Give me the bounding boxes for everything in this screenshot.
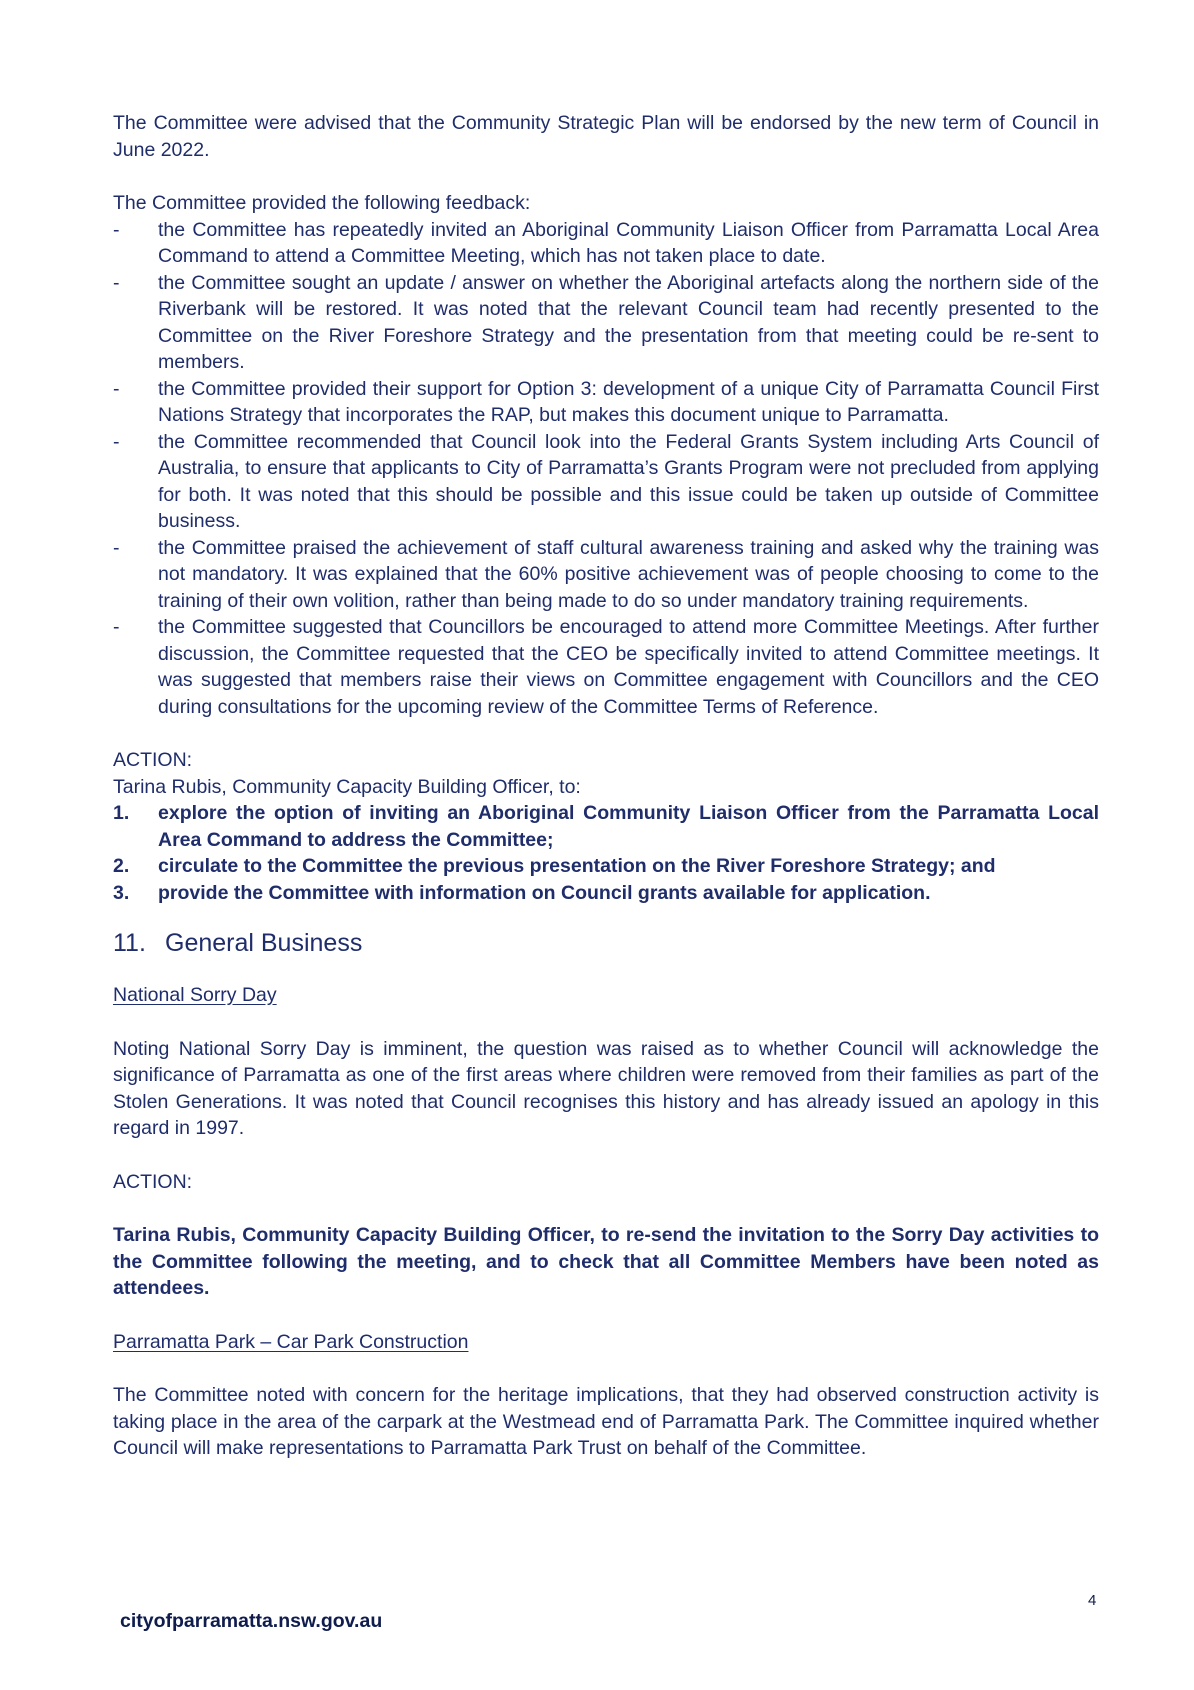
action-label: ACTION: — [113, 749, 193, 771]
dash-marker: - — [113, 377, 120, 400]
item-number: 3. — [113, 881, 130, 904]
intro-paragraph: The Committee were advised that the Community Strategic Plan will be endorsed by the new term of Council in June 2022. — [113, 112, 1099, 161]
action-officer: Tarina Rubis, Community Capacity Building Officer, to: — [113, 775, 581, 798]
list-item: 2. circulate to the Committee the previous presentation on the River Foreshore Strategy; and — [113, 853, 1099, 880]
dash-marker: - — [113, 271, 120, 294]
action-list — [113, 800, 1099, 906]
list-item: - the Committee praised the achievement of staff cultural awareness training and asked why the training was not mandatory. It was explained that the 60% positive achievement was of people choosing to come to the training of their own volition, rather than being made to do so under mandatory training requirements. — [113, 536, 1099, 612]
car-park-paragraph: The Committee noted with concern for the heritage implications, that they had observed construction activity is taking place in the area of the carpark at the Westmead end of Parramatta Park. The Committee inquired whether Council will make representations to Parramatta Park Trust on behalf of the Committee. — [113, 1384, 1099, 1459]
dash-marker: - — [113, 536, 120, 559]
list-item: 1. explore the option of inviting an Aboriginal Community Liaison Officer from the Parramatta Local Area Command to address the Committee; — [113, 802, 1099, 851]
list-item: 3. provide the Committee with information on Council grants available for application. — [113, 880, 1099, 907]
dash-marker: - — [113, 616, 120, 638]
list-item: - the Committee has repeatedly invited an Aboriginal Community Liaison Officer from Parramatta Local Area Command to attend a Committee Meeting, which has not taken place to date. — [113, 218, 1099, 267]
sorry-day-action-text: Tarina Rubis, Community Capacity Building Officer, to re-send the invitation to the Sorry Day activities to the Committee following the meeting, and to check that all Committee Members have been noted as attendees. — [113, 1224, 1099, 1299]
car-park-heading: Parramatta Park – Car Park Construction — [113, 1330, 469, 1353]
list-item: - the Committee sought an update / answer on whether the Aboriginal artefacts along the northern side of the Riverbank will be restored. It was noted that the relevant Council team had recently presented to the Committee on the River Foreshore Strategy and the presentation from that meeting could be re-sent to members. — [113, 271, 1099, 373]
item-number: 2. — [113, 855, 130, 877]
sorry-day-paragraph: Noting National Sorry Day is imminent, the question was raised as to whether Council will acknowledge the significance of Parramatta as one of the first areas where children were removed from their families as part of the Stolen Generations. It was noted that Council recognises this history and has already issued an apology in this regard in 1997. — [113, 1037, 1099, 1139]
list-item: - the Committee provided their support for Option 3: development of a unique City of Parramatta Council First Nations Strategy that incorporates the RAP, but makes this document unique to Parramatta. — [113, 377, 1099, 426]
section-number: 11. — [113, 929, 146, 957]
feedback-list — [113, 217, 1099, 721]
list-item: - the Committee suggested that Councillors be encouraged to attend more Committee Meetings. After further discussion, the Committee requested that the CEO be specifically invited to attend Committee meetings. It was suggested that members raise their views on Committee engagement with Councillors and the CEO during consultations for the upcoming review of the Committee Terms of Reference. — [113, 616, 1099, 718]
list-item: - the Committee recommended that Council look into the Federal Grants System including Arts Council of Australia, to ensure that applicants to City of Parramatta’s Grants Program were not precluded from applying for both. It was noted that this should be possible and this issue could be taken up outside of Committee business. — [113, 430, 1099, 532]
dash-marker: - — [113, 430, 120, 453]
sorry-day-action-label: ACTION: — [113, 1170, 193, 1193]
item-number: 1. — [113, 802, 130, 824]
footer-website-url: cityofparramatta.nsw.gov.au — [120, 1610, 383, 1632]
feedback-heading: The Committee provided the following feedback: — [113, 192, 531, 214]
section-heading — [113, 926, 1099, 960]
dash-marker: - — [113, 218, 120, 241]
section-title: General Business — [165, 929, 363, 957]
sorry-day-heading: National Sorry Day — [113, 984, 277, 1006]
document-page — [113, 110, 1099, 1462]
page-number: 4 — [1088, 1592, 1097, 1609]
